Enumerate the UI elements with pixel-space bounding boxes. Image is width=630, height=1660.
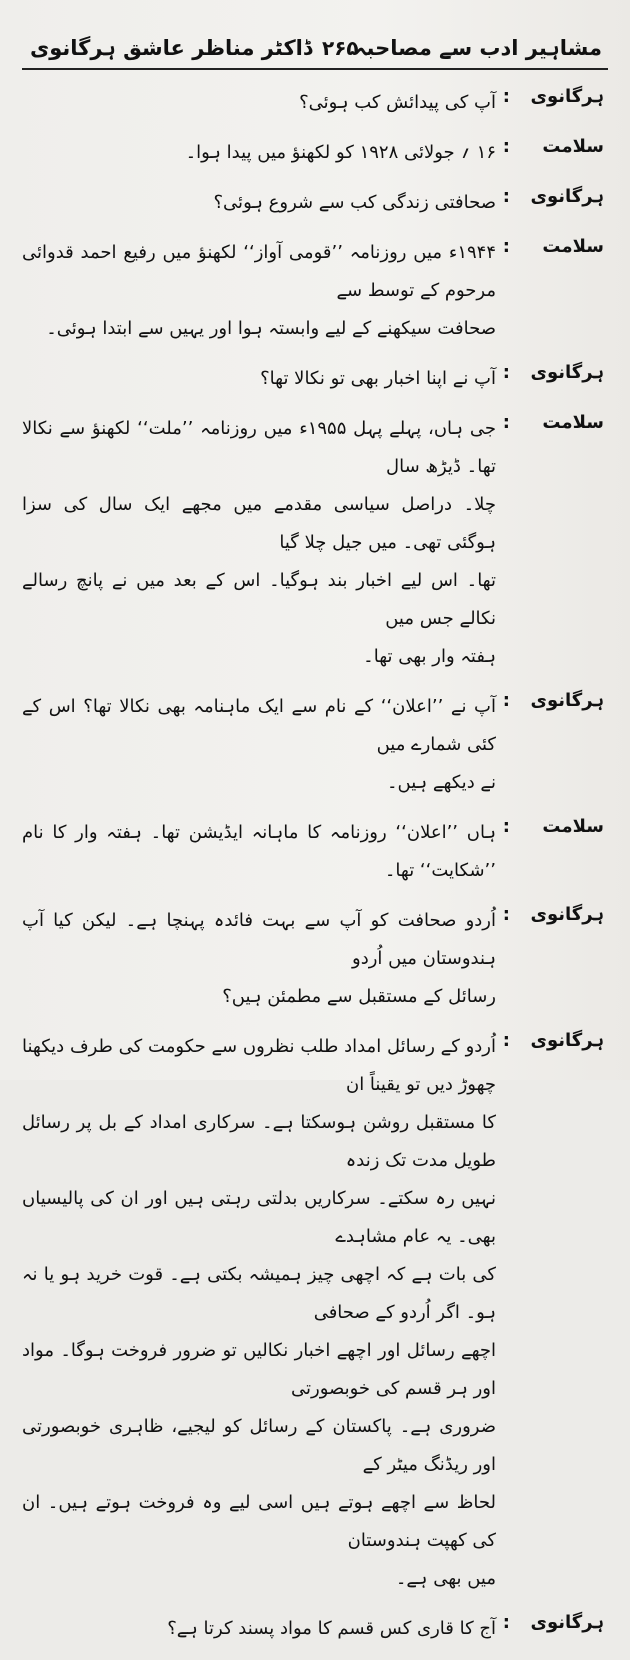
speech-text xyxy=(22,814,496,890)
speech-text xyxy=(22,84,496,122)
header-rule xyxy=(22,68,608,70)
running-header xyxy=(22,20,608,66)
text-line: ضروری ہے۔ پاکستان کے رسائل کو لیجیے، ظاہری خوبصورتی اور ریڈنگ میٹر کے xyxy=(22,1416,496,1475)
author-name: ڈاکٹر مناظر عاشق ہرگانوی xyxy=(30,36,313,60)
text-line: ۱۶ ؍ جولائی ۱۹۲۸ کو لکھنؤ میں پیدا ہوا۔ xyxy=(185,142,496,163)
text-line: آپ کی پیدائش کب ہوئی؟ xyxy=(299,92,496,113)
speaker-colon: : xyxy=(502,1612,510,1633)
speaker-name: سلامت xyxy=(542,136,604,157)
text-line: اچھے رسائل اور اچھے اخبار نکالیں تو ضرور فروخت ہوگا۔ مواد اور ہر قسم کی خوبصورتی xyxy=(22,1340,496,1399)
text-line: نے دیکھے ہیں۔ xyxy=(386,772,496,793)
text-line: اُردو کے رسائل امداد طلب نظروں سے حکومت کی طرف دیکھنا چھوڑ دیں تو یقیناً ان xyxy=(22,1036,496,1095)
speaker-name: سلامت xyxy=(542,236,604,257)
speaker-colon: : xyxy=(502,1030,510,1051)
text-line: اُردو صحافت کو آپ سے بہت فائدہ پہنچا ہے۔ لیکن کیا آپ ہندوستان میں اُردو xyxy=(22,910,496,969)
speaker-name: سلامت xyxy=(542,412,604,433)
text-line: لحاظ سے اچھے ہوتے ہیں اسی لیے وہ فروخت ہوتے ہیں۔ ان کی کھپت ہندوستان xyxy=(22,1492,496,1551)
text-line: ہفتہ وار بھی تھا۔ xyxy=(363,646,496,667)
dialogue-entry xyxy=(22,360,604,398)
interview-text xyxy=(22,84,604,1660)
speech-text xyxy=(22,360,496,398)
text-line: کی بات ہے کہ اچھی چیز ہمیشہ بکتی ہے۔ قوت خرید ہو یا نہ ہو۔ اگر اُردو کے صحافی xyxy=(22,1264,496,1323)
dialogue-entry xyxy=(22,410,604,676)
speaker-colon: : xyxy=(502,816,510,837)
speaker-colon: : xyxy=(502,690,510,711)
dialogue-entry xyxy=(22,814,604,890)
speaker-name: ہرگانوی xyxy=(530,362,604,383)
speaker-colon: : xyxy=(502,186,510,207)
dialogue-entry xyxy=(22,688,604,802)
dialogue-entry xyxy=(22,1610,604,1648)
text-line: ۱۹۴۴ء میں روزنامہ ’’قومی آواز‘‘ لکھنؤ میں رفیع احمد قدوائی مرحوم کے توسط سے xyxy=(22,242,496,301)
dialogue-entry xyxy=(22,234,604,348)
text-line: نہیں رہ سکتے۔ سرکاریں بدلتی رہتی ہیں اور ان کی پالیسیاں بھی۔ یہ عام مشاہدے xyxy=(22,1188,496,1247)
speech-text xyxy=(22,688,496,802)
dialogue-entry xyxy=(22,902,604,1016)
speaker-colon: : xyxy=(502,412,510,433)
dialogue-entry xyxy=(22,134,604,172)
text-line: کا مستقبل روشن ہوسکتا ہے۔ سرکاری امداد کے بل پر رسائل طویل مدت تک زندہ xyxy=(22,1112,496,1171)
text-line: آپ نے ’’اعلان‘‘ کے نام سے ایک ماہنامہ بھی نکالا تھا؟ اس کے کئی شمارے میں xyxy=(22,696,496,755)
speaker-colon: : xyxy=(502,86,510,107)
speaker-name: ہرگانوی xyxy=(530,1030,604,1051)
text-line: ہاں ’’اعلان‘‘ روزنامہ کا ماہانہ ایڈیشن تھا۔ ہفتہ وار کا نام ’’شکایت‘‘ تھا۔ xyxy=(22,822,496,881)
speaker-name: ہرگانوی xyxy=(530,86,604,107)
text-line: آج کا قاری کس قسم کا مواد پسند کرتا ہے؟ xyxy=(167,1618,496,1639)
speech-text xyxy=(22,1028,496,1598)
speaker-colon: : xyxy=(502,236,510,257)
speaker-name: ہرگانوی xyxy=(530,186,604,207)
speaker-name: ہرگانوی xyxy=(530,904,604,925)
text-line: چلا۔ دراصل سیاسی مقدمے میں مجھے ایک سال کی سزا ہوگئی تھی۔ میں جیل چلا گیا xyxy=(22,494,496,553)
text-line: رسائل کے مستقبل سے مطمئن ہیں؟ xyxy=(222,986,496,1007)
speech-text xyxy=(22,1610,496,1648)
speech-text xyxy=(22,902,496,1016)
speaker-colon: : xyxy=(502,904,510,925)
dialogue-entry xyxy=(22,1028,604,1598)
speaker-colon: : xyxy=(502,136,510,157)
text-line: صحافت سیکھنے کے لیے وابستہ ہوا اور یہیں سے ابتدا ہوئی۔ xyxy=(46,318,496,339)
dialogue-entry xyxy=(22,84,604,122)
dialogue-entry xyxy=(22,184,604,222)
speaker-name: ہرگانوی xyxy=(530,1612,604,1633)
page-number: ۲۶۵ xyxy=(322,36,359,60)
book-title: مشاہیر ادب سے مصاحبہ xyxy=(354,36,602,60)
speech-text xyxy=(22,134,496,172)
speaker-name: ہرگانوی xyxy=(530,690,604,711)
speaker-colon: : xyxy=(502,362,510,383)
speech-text xyxy=(22,234,496,348)
text-line: جی ہاں، پہلے پہل ۱۹۵۵ء میں روزنامہ ’’ملت‘‘ لکھنؤ سے نکالا تھا۔ ڈیڑھ سال xyxy=(22,418,497,477)
speaker-name: سلامت xyxy=(542,816,604,837)
text-line: صحافتی زندگی کب سے شروع ہوئی؟ xyxy=(213,192,496,213)
speech-text xyxy=(22,410,496,676)
speech-text xyxy=(22,184,496,222)
text-line: تھا۔ اس لیے اخبار بند ہوگیا۔ اس کے بعد میں نے پانچ رسالے نکالے جس میں xyxy=(22,570,496,629)
text-line: آپ نے اپنا اخبار بھی تو نکالا تھا؟ xyxy=(260,368,496,389)
text-line: میں بھی ہے۔ xyxy=(395,1568,496,1589)
